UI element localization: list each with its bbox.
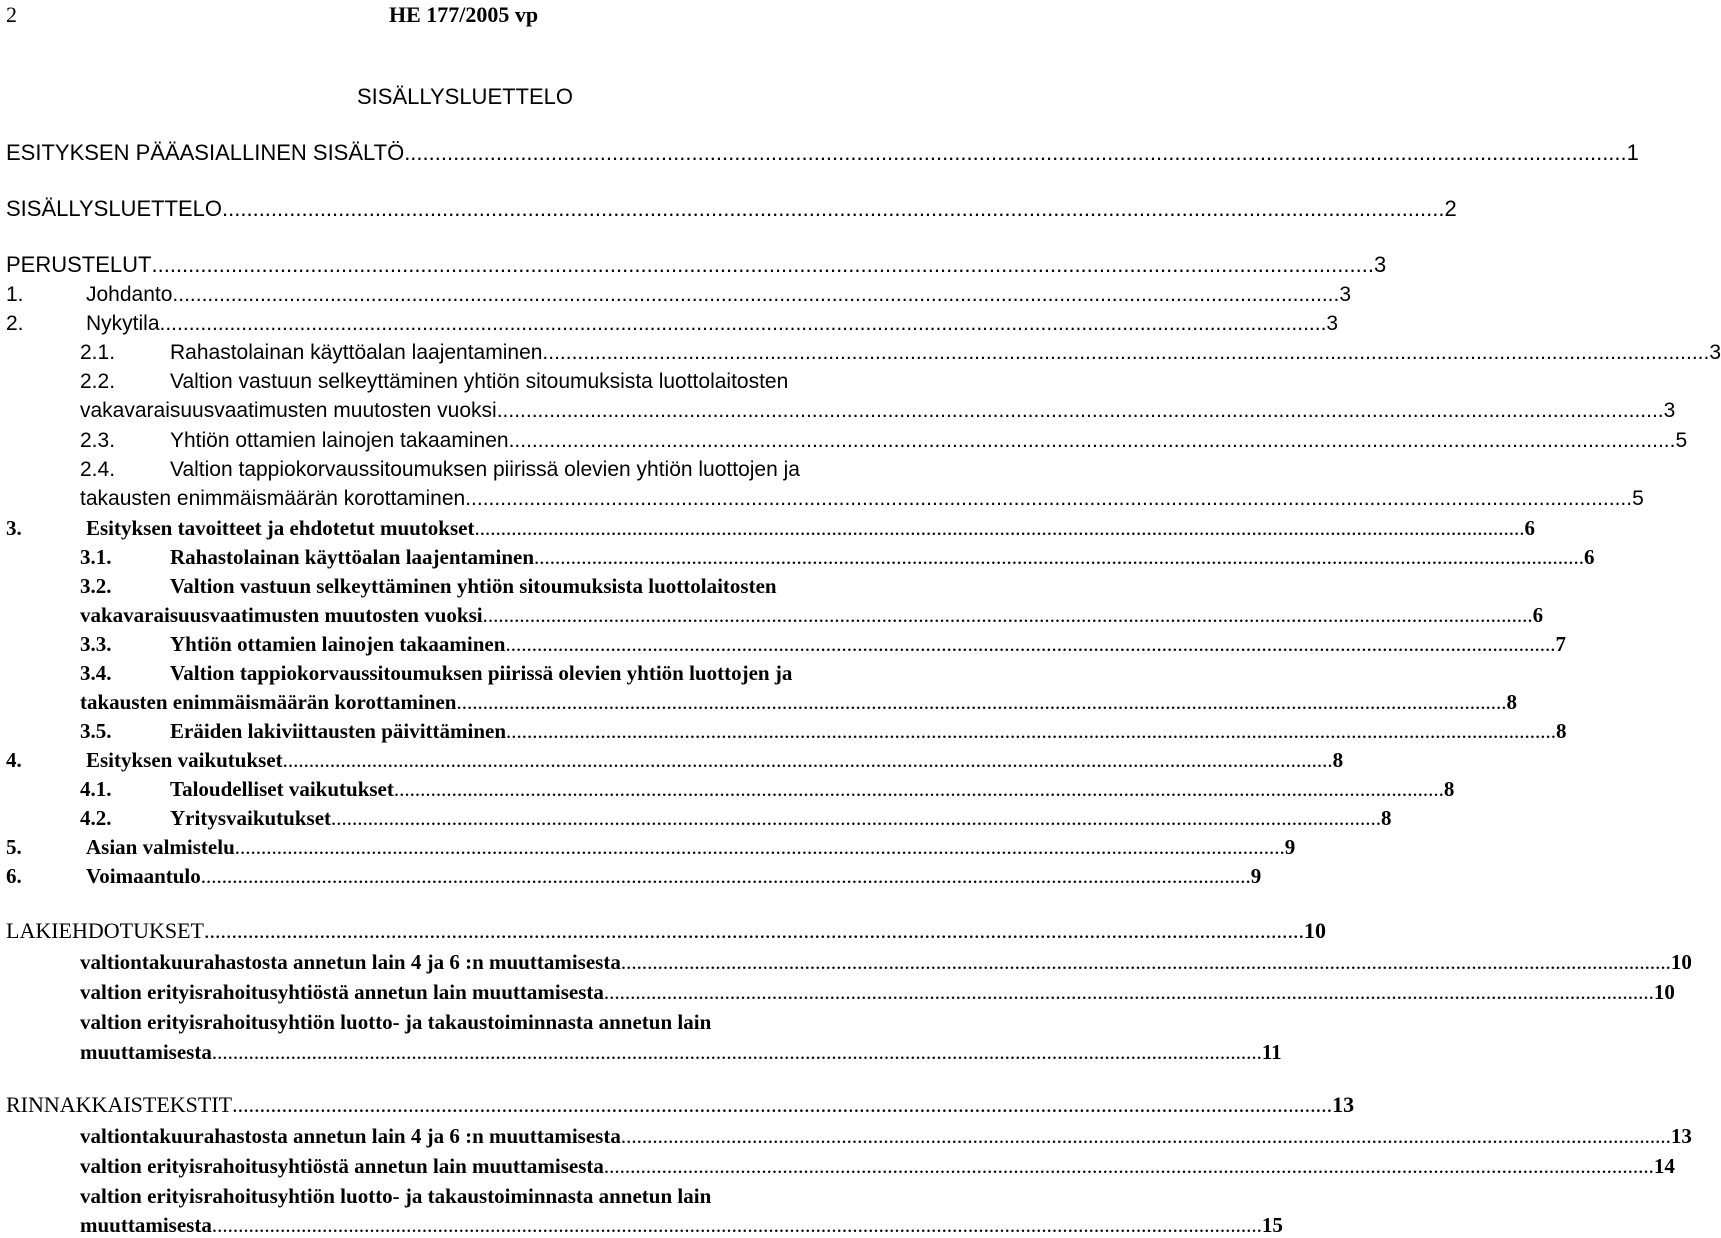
toc-entry-title: takausten enimmäismäärän korottaminen <box>80 690 457 714</box>
toc-entry-number: 2.4. <box>80 458 116 481</box>
toc-entry-page: 9 <box>1284 835 1296 859</box>
toc-entry-page: 10 <box>1303 918 1326 943</box>
toc-entry-number: 4.1. <box>80 777 112 801</box>
toc-entry[interactable] <box>170 457 800 483</box>
toc-entry-number: 3.3. <box>80 632 112 656</box>
toc-entry-title: RINNAKKAISTEKSTIT <box>6 1092 233 1117</box>
toc-entry[interactable] <box>80 1183 711 1209</box>
toc-entry-page: 3 <box>1339 283 1352 306</box>
toc-entry-title: vakavaraisuusvaatimusten muutosten vuoksi <box>80 603 483 627</box>
toc-entry[interactable] <box>6 196 1457 222</box>
toc-entry[interactable] <box>80 486 1644 512</box>
document-code: HE 177/2005 vp <box>389 2 539 27</box>
dot-leader: ........................................................................................................................................................................................................ <box>474 516 1525 540</box>
toc-entry[interactable] <box>6 252 1387 278</box>
toc-entry-page: 3 <box>1373 252 1387 277</box>
page-number: 2 <box>6 2 17 27</box>
toc-entry[interactable] <box>170 805 1392 831</box>
toc-entry-number: 5. <box>6 835 22 859</box>
toc-entry-number: 2. <box>6 312 24 335</box>
toc-entry-title: Yritysvaikutukset <box>170 806 332 830</box>
toc-entry[interactable] <box>6 918 1326 944</box>
toc-entry-number: 3.5. <box>80 719 112 743</box>
toc-entry-title: Yhtiön ottamien lainojen takaaminen <box>170 429 509 452</box>
toc-entry-page: 3 <box>1663 399 1676 422</box>
toc-entry[interactable] <box>6 1092 1355 1118</box>
dot-leader: ........................................................................................................................................................................................................ <box>482 603 1533 627</box>
toc-entry-number: 2.2. <box>80 370 116 393</box>
document-title: SISÄLLYSLUETTELO <box>357 84 574 109</box>
toc-entry-page: 11 <box>1261 1040 1282 1064</box>
toc-entry[interactable] <box>80 1212 1283 1238</box>
toc-entry-page: 10 <box>1653 980 1675 1004</box>
dot-leader: ........................................................................................................................................................................................................ <box>542 341 1710 364</box>
toc-entry-number: 3.2. <box>80 574 112 598</box>
toc-entry[interactable] <box>86 863 1262 889</box>
toc-entry-title: Asian valmistelu <box>86 835 235 859</box>
toc-entry[interactable] <box>80 1039 1282 1065</box>
toc-entry-title: Nykytila <box>86 312 160 335</box>
toc-entry-title: PERUSTELUT <box>6 252 152 277</box>
toc-entry-page: 6 <box>1584 545 1595 569</box>
toc-entry-title: valtiontakuurahastosta annetun lain 4 ja 6 :n muuttamisesta <box>80 1124 621 1148</box>
toc-entry-page: 8 <box>1556 719 1567 743</box>
dot-leader: ........................................................................................................................................................................................................ <box>505 632 1556 656</box>
toc-entry-title: Esityksen tavoitteet ja ehdotetut muutokset <box>86 516 475 540</box>
dot-leader: ........................................................................................................................................................................................................ <box>222 196 1445 221</box>
dot-leader: ........................................................................................................................................................................................................ <box>603 980 1654 1004</box>
toc-entry[interactable] <box>80 1123 1692 1149</box>
toc-entry-title: ESITYKSEN PÄÄASIALLINEN SISÄLTÖ <box>6 140 405 165</box>
toc-entry-title: Valtion vastuun selkeyttäminen yhtiön sitoumuksista luottolaitosten <box>170 370 789 393</box>
toc-entry-page: 14 <box>1653 1154 1675 1178</box>
dot-leader: ........................................................................................................................................................................................................ <box>159 312 1327 335</box>
toc-entry-title: Valtion vastuun selkeyttäminen yhtiön sitoumuksista luottolaitosten <box>170 574 777 598</box>
dot-leader: ........................................................................................................................................................................................................ <box>603 1154 1654 1178</box>
toc-entry-title: valtion erityisrahoitusyhtiön luotto- ja takaustoiminnasta annetun lain <box>80 1184 712 1208</box>
toc-entry-number: 2.3. <box>80 429 116 452</box>
dot-leader: ........................................................................................................................................................................................................ <box>331 806 1382 830</box>
toc-entry-page: 9 <box>1250 864 1262 888</box>
toc-entry-page: 3 <box>1709 341 1721 364</box>
dot-leader: ........................................................................................................................................................................................................ <box>506 719 1557 743</box>
dot-leader: ........................................................................................................................................................................................................ <box>620 1124 1671 1148</box>
toc-entry[interactable] <box>80 1009 711 1035</box>
toc-entry[interactable] <box>170 631 1566 657</box>
toc-entry[interactable] <box>86 747 1344 773</box>
toc-entry-number: 4. <box>6 748 22 772</box>
dot-leader: ........................................................................................................................................................................................................ <box>172 283 1340 306</box>
toc-entry-page: 8 <box>1443 777 1455 801</box>
dot-leader: ........................................................................................................................................................................................................ <box>534 545 1585 569</box>
toc-entry-number: 3.4. <box>80 661 112 685</box>
toc-entry-title: Taloudelliset vaikutukset <box>170 777 394 801</box>
toc-entry[interactable] <box>170 718 1567 744</box>
toc-entry-number: 3. <box>6 516 22 540</box>
toc-entry[interactable] <box>170 340 1721 366</box>
toc-entry-title: Voimaantulo <box>86 864 201 888</box>
dot-leader: ........................................................................................................................................................................................................ <box>211 1213 1262 1237</box>
toc-entry-page: 5 <box>1675 429 1688 452</box>
toc-entry-page: 15 <box>1261 1213 1283 1237</box>
dot-leader: ........................................................................................................................................................................................................ <box>200 864 1251 888</box>
toc-entry-title: takausten enimmäismäärän korottaminen <box>80 487 466 510</box>
toc-entry-page: 1 <box>1626 140 1639 165</box>
toc-entry[interactable] <box>80 398 1676 424</box>
dot-leader: ........................................................................................................................................................................................................ <box>404 140 1627 165</box>
toc-entry-number: 4.2. <box>80 806 112 830</box>
toc-entry-number: 3.1. <box>80 545 112 569</box>
toc-entry-title: SISÄLLYSLUETTELO <box>6 196 223 221</box>
toc-entry-title: muuttamisesta <box>80 1213 212 1237</box>
dot-leader: ........................................................................................................................................................................................................ <box>232 1092 1333 1117</box>
toc-entry[interactable] <box>6 140 1639 166</box>
toc-entry-number: 2.1. <box>80 341 116 364</box>
toc-entry[interactable] <box>80 949 1692 975</box>
toc-entry-title: vakavaraisuusvaatimusten muutosten vuoksi <box>80 399 497 422</box>
toc-entry-page: 2 <box>1444 196 1457 221</box>
toc-entry-title: valtion erityisrahoitusyhtiöstä annetun lain muuttamisesta <box>80 980 604 1004</box>
toc-entry[interactable] <box>170 544 1595 570</box>
toc-entry-page: 13 <box>1670 1124 1692 1148</box>
toc-entry[interactable] <box>170 369 788 395</box>
toc-entry[interactable] <box>170 573 777 599</box>
toc-entry-page: 10 <box>1670 950 1692 974</box>
dot-leader: ........................................................................................................................................................................................................ <box>456 690 1507 714</box>
toc-entry-title: valtiontakuurahastosta annetun lain 4 ja 6 :n muuttamisesta <box>80 950 621 974</box>
toc-entry[interactable] <box>80 1153 1675 1179</box>
toc-entry-page: 6 <box>1532 603 1544 627</box>
toc-entry[interactable] <box>170 776 1455 802</box>
toc-entry-page: 8 <box>1506 690 1517 714</box>
dot-leader: ........................................................................................................................................................................................................ <box>393 777 1444 801</box>
toc-entry-title: Esityksen vaikutukset <box>86 748 283 772</box>
dot-leader: ........................................................................................................................................................................................................ <box>234 835 1285 859</box>
toc-entry-title: Valtion tappiokorvaussitoumuksen piirissä olevien yhtiön luottojen ja <box>170 661 793 685</box>
toc-entry-title: Johdanto <box>86 283 173 306</box>
toc-entry[interactable] <box>86 834 1296 860</box>
toc-entry[interactable] <box>170 428 1688 454</box>
toc-entry-page: 5 <box>1632 487 1644 510</box>
dot-leader: ........................................................................................................................................................................................................ <box>282 748 1333 772</box>
dot-leader: ........................................................................................................................................................................................................ <box>620 950 1671 974</box>
dot-leader: ........................................................................................................................................................................................................ <box>151 252 1374 277</box>
toc-entry-title: valtion erityisrahoitusyhtiöstä annetun lain muuttamisesta <box>80 1154 604 1178</box>
toc-entry[interactable] <box>170 660 792 686</box>
toc-entry-title: Eräiden lakiviittausten päivittäminen <box>170 719 507 743</box>
toc-entry-title: Valtion tappiokorvaussitoumuksen piirissä olevien yhtiön luottojen ja <box>170 458 800 481</box>
toc-entry-page: 13 <box>1332 1092 1355 1117</box>
toc-entry[interactable] <box>80 602 1544 628</box>
toc-entry-page: 3 <box>1326 312 1339 335</box>
dot-leader: ........................................................................................................................................................................................................ <box>496 399 1664 422</box>
toc-entry[interactable] <box>86 515 1535 541</box>
toc-entry-title: LAKIEHDOTUKSET <box>6 918 204 943</box>
toc-entry-number: 6. <box>6 864 22 888</box>
toc-entry[interactable] <box>86 311 1339 337</box>
toc-entry-title: Rahastolainan käyttöalan laajentaminen <box>170 341 543 364</box>
toc-entry-title: Yhtiön ottamien lainojen takaaminen <box>170 632 506 656</box>
toc-entry-page: 8 <box>1332 748 1344 772</box>
toc-entry-page: 6 <box>1524 516 1535 540</box>
toc-entry-page: 8 <box>1381 806 1392 830</box>
dot-leader: ........................................................................................................................................................................................................ <box>203 918 1304 943</box>
dot-leader: ........................................................................................................................................................................................................ <box>465 487 1633 510</box>
dot-leader: ........................................................................................................................................................................................................ <box>211 1040 1262 1064</box>
toc-entry-page: 7 <box>1555 632 1566 656</box>
toc-entry[interactable] <box>80 979 1675 1005</box>
toc-entry-number: 1. <box>6 283 24 306</box>
dot-leader: ........................................................................................................................................................................................................ <box>508 429 1676 452</box>
toc-entry[interactable] <box>86 282 1352 308</box>
toc-entry-title: muuttamisesta <box>80 1040 212 1064</box>
toc-entry-title: Rahastolainan käyttöalan laajentaminen <box>170 545 535 569</box>
toc-entry-title: valtion erityisrahoitusyhtiön luotto- ja takaustoiminnasta annetun lain <box>80 1010 712 1034</box>
toc-entry[interactable] <box>80 689 1517 715</box>
